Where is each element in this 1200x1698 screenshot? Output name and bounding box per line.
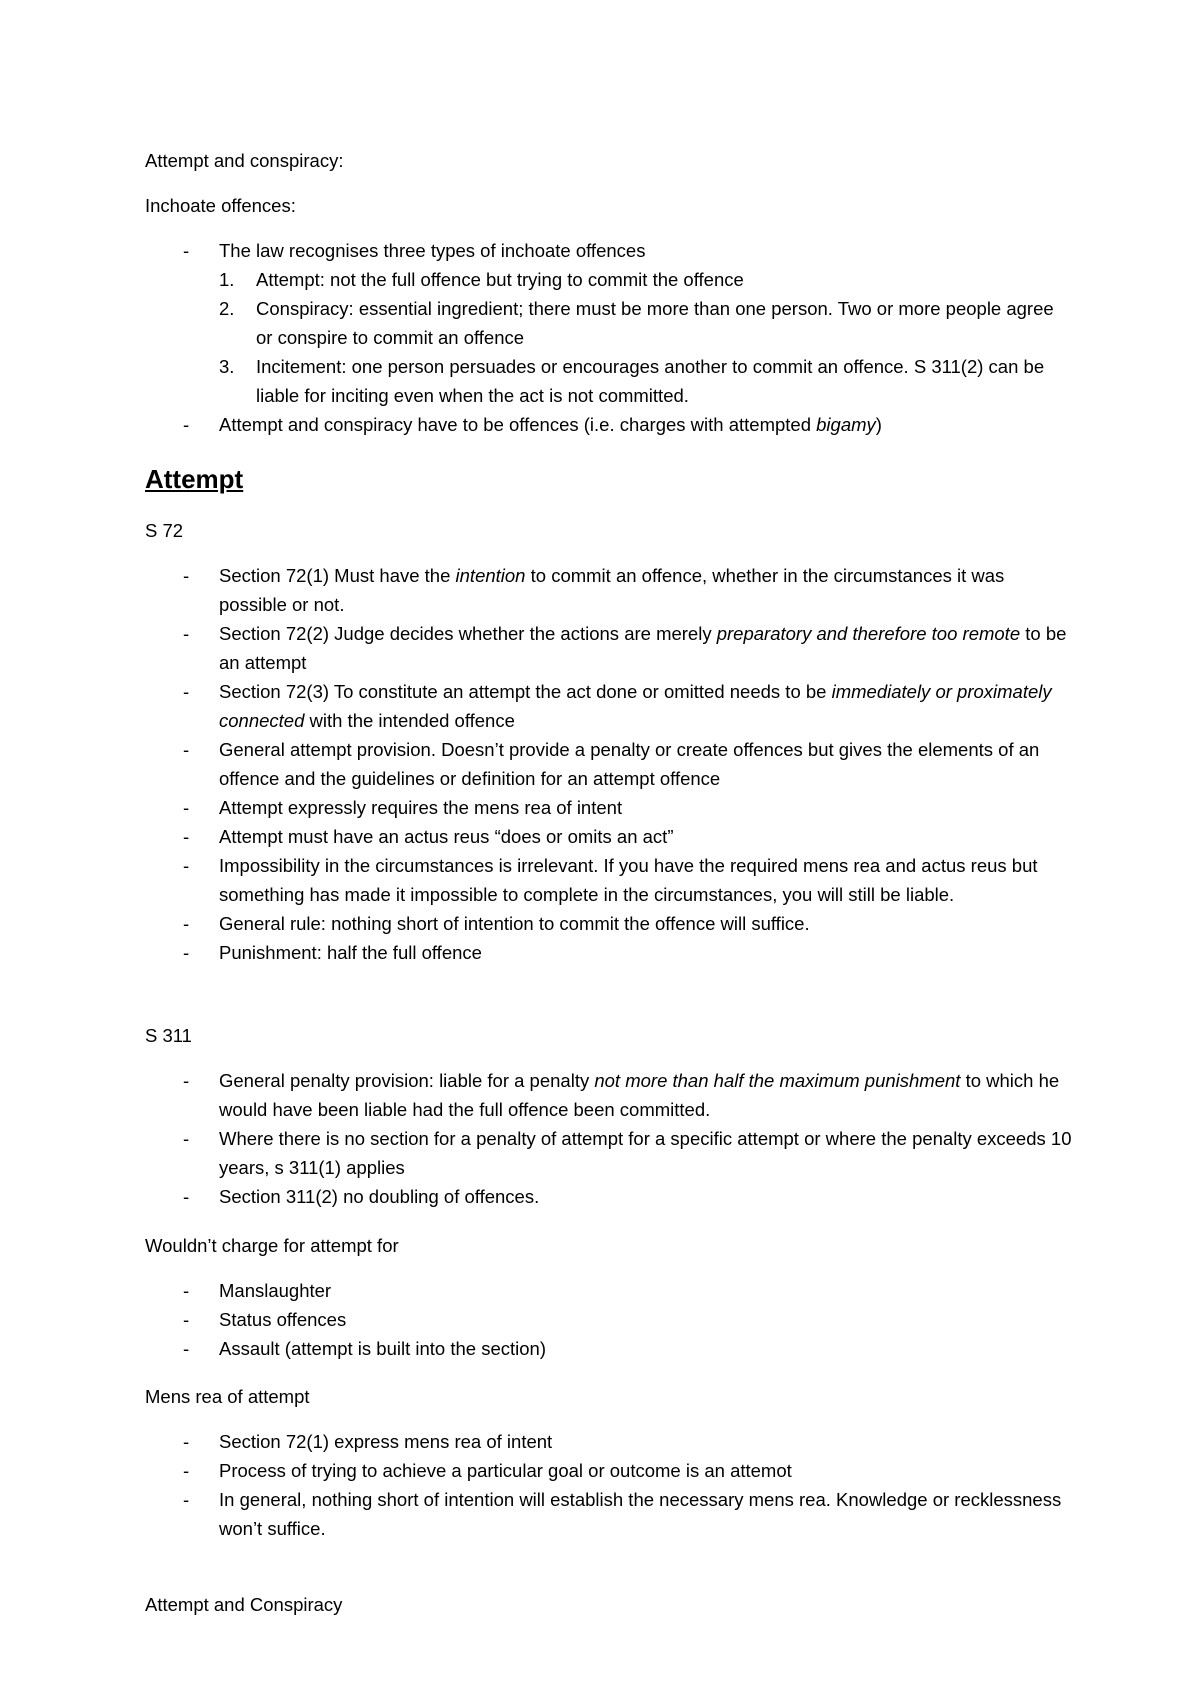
wouldnt-charge-heading: Wouldn’t charge for attempt for bbox=[145, 1235, 399, 1256]
list-item: - Section 72(2) Judge decides whether the actions are merely preparatory and therefore too remote to be an attempt bbox=[145, 619, 1075, 677]
inchoate-section bbox=[145, 236, 1075, 439]
list-item: - Manslaughter bbox=[145, 1276, 1075, 1305]
list-item: - Attempt expressly requires the mens rea of intent bbox=[145, 793, 1075, 822]
list-item: - Section 72(1) Must have the intention to commit an offence, whether in the circumstances it was possible or not. bbox=[145, 561, 1075, 619]
list-item: - The law recognises three types of inchoate offences 1. Attempt: not the full offence but trying to commit the offence 2. Conspiracy: essential ingredient; there must be more than one person. Two or more people agree or conspire to commit an offence 3. Incitement: one person persuades or encourages another to commit an offence. S 311(2) can be liable for inciting even when the act is not committed. bbox=[145, 236, 1075, 410]
footer-heading: Attempt and Conspiracy bbox=[145, 1594, 343, 1615]
mens-rea-list bbox=[145, 1427, 1075, 1543]
list-item: - In general, nothing short of intention will establish the necessary mens rea. Knowledge or recklessness won’t suffice. bbox=[145, 1485, 1075, 1543]
list-item: - Section 311(2) no doubling of offences. bbox=[145, 1182, 1075, 1211]
s72-section bbox=[145, 561, 1075, 967]
list-item: - Section 72(3) To constitute an attempt the act done or omitted needs to be immediately or proximately connected with the intended offence bbox=[145, 677, 1075, 735]
numbered-item: 3. Incitement: one person persuades or encourages another to commit an offence. S 311(2) can be liable for inciting even when the act is not committed. bbox=[219, 356, 1045, 406]
inchoate-numbered-list bbox=[219, 265, 1075, 410]
list-item: - Status offences bbox=[145, 1305, 1075, 1334]
wouldnt-charge-section bbox=[145, 1276, 1075, 1363]
s311-list bbox=[145, 1066, 1075, 1211]
mens-rea-heading: Mens rea of attempt bbox=[145, 1386, 310, 1407]
inchoate-list bbox=[145, 236, 1075, 439]
list-item: - Process of trying to achieve a particular goal or outcome is an attemot bbox=[145, 1456, 1075, 1485]
s72-heading: S 72 bbox=[145, 520, 184, 541]
s311-heading: S 311 bbox=[145, 1025, 192, 1046]
list-item: - General rule: nothing short of intention to commit the offence will suffice. bbox=[145, 909, 1075, 938]
list-item: - General penalty provision: liable for a penalty not more than half the maximum punishment to which he would have been liable had the full offence been committed. bbox=[145, 1066, 1075, 1124]
list-item: - Section 72(1) express mens rea of intent bbox=[145, 1427, 1075, 1456]
list-item: - Punishment: half the full offence bbox=[145, 938, 1075, 967]
numbered-item: 2. Conspiracy: essential ingredient; there must be more than one person. Two or more people agree or conspire to commit an offence bbox=[219, 298, 1054, 348]
attempt-heading: Attempt bbox=[145, 464, 244, 494]
s72-list bbox=[145, 561, 1075, 967]
wouldnt-charge-list bbox=[145, 1276, 1075, 1363]
mens-rea-section bbox=[145, 1427, 1075, 1543]
list-item: - Where there is no section for a penalty of attempt for a specific attempt or where the penalty exceeds 10 years, s 311(1) applies bbox=[145, 1124, 1075, 1182]
list-item: - Impossibility in the circumstances is irrelevant. If you have the required mens rea and actus reus but something has made it impossible to complete in the circumstances, you will still be liable. bbox=[145, 851, 1075, 909]
list-item: - General attempt provision. Doesn’t provide a penalty or create offences but gives the elements of an offence and the guidelines or definition for an attempt offence bbox=[145, 735, 1075, 793]
list-item: - Attempt must have an actus reus “does or omits an act” bbox=[145, 822, 1075, 851]
s311-section bbox=[145, 1066, 1075, 1211]
list-item: - Attempt and conspiracy have to be offences (i.e. charges with attempted bigamy) bbox=[145, 410, 1075, 439]
document-title: Attempt and conspiracy: bbox=[145, 150, 344, 171]
inchoate-heading: Inchoate offences: bbox=[145, 195, 296, 216]
numbered-item: 1. Attempt: not the full offence but trying to commit the offence bbox=[219, 269, 744, 290]
list-item: - Assault (attempt is built into the section) bbox=[145, 1334, 1075, 1363]
